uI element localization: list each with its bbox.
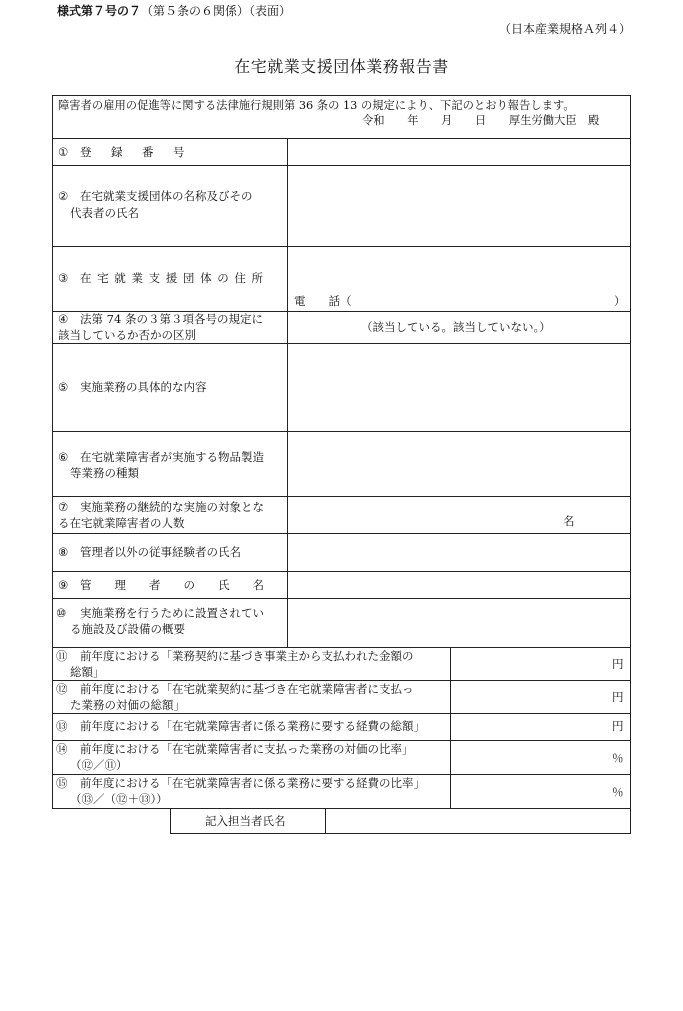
row-15-unit: ％ — [612, 785, 624, 799]
registration-number-field[interactable] — [287, 138, 631, 166]
row-14-label-line-1: 前年度における「在宅就業障害者に支払った業務の対価の比率」 — [80, 742, 414, 756]
total-expense-field[interactable] — [450, 713, 631, 741]
row-6-label-line-2: 等業務の種類 — [70, 466, 139, 480]
phone-label: 電 話（ — [294, 294, 352, 308]
row-13-unit: 円 — [612, 719, 624, 733]
phone-close-paren: ） — [614, 294, 626, 308]
recorder-label: 記入担当者氏名 — [205, 814, 286, 828]
row-10-label-line-2: る施設及び設備の概要 — [70, 622, 185, 636]
payment-ratio-field[interactable] — [450, 740, 631, 775]
row-8-number: ⑧ — [58, 545, 69, 559]
worker-count-unit: 名 — [563, 514, 575, 528]
form-number-bold: 様式第７号の７ — [57, 4, 142, 18]
row-6-number: ⑥ — [58, 450, 69, 464]
manager-name-field[interactable] — [287, 571, 631, 599]
row-7-number: ⑦ — [58, 500, 69, 514]
page-title: 在宅就業支援団体業務報告書 — [234, 57, 449, 76]
row-13-number: ⑬ — [56, 719, 68, 733]
total-received-field[interactable] — [450, 647, 631, 681]
row-12-label-line-2: た業務の対価の総額」 — [70, 698, 185, 712]
row-8-label: 管理者以外の従事経験者の氏名 — [80, 545, 241, 559]
business-content-field[interactable] — [287, 343, 631, 432]
row-11-label-line-2: 総額」 — [70, 665, 105, 679]
row-14-number: ⑭ — [56, 742, 68, 756]
row-4-label-line-1: 法第 74 条の３第３項各号の規定に — [80, 312, 263, 326]
intro-text: 障害者の雇用の促進等に関する法律施行規則第 36 条の 13 の規定により、下記のとおり報告します。 — [58, 99, 575, 112]
row-12-label-line-1: 前年度における「在宅就業契約に基づき在宅就業障害者に支払っ — [80, 682, 414, 696]
row-15-number: ⑮ — [56, 776, 68, 790]
paper-size-note: （日本産業規格Ａ列４） — [498, 22, 631, 36]
row-11-label-line-1: 前年度における「業務契約に基づき事業主から支払われた金額の — [80, 649, 414, 663]
row-14-unit: ％ — [612, 751, 624, 765]
intro-date-line: 令和 年 月 日 厚生労働大臣 殿 — [362, 114, 600, 127]
facilities-field[interactable] — [287, 598, 631, 648]
row-3-label: 在 宅 就 業 支 援 団 体 の 住 所 — [80, 271, 265, 285]
applicability-options: （該当している。該当していない。） — [361, 320, 551, 334]
row-9-label: 管 理 者 の 氏 名 — [80, 578, 264, 592]
expense-ratio-field[interactable] — [450, 774, 631, 809]
row-12-unit: 円 — [612, 690, 624, 704]
row-4-label-line-2: 該当しているか否かの区別 — [58, 328, 196, 342]
product-type-field[interactable] — [287, 431, 631, 497]
row-11-number: ⑪ — [56, 649, 68, 663]
row-1-label: 登 録 番 号 — [80, 145, 189, 159]
row-2-number: ② — [58, 189, 69, 203]
total-paid-field[interactable] — [450, 680, 631, 714]
row-7-label-line-2: る在宅就業障害者の人数 — [58, 516, 185, 530]
row-3-number: ③ — [58, 271, 69, 285]
worker-count-field[interactable] — [287, 496, 631, 534]
row-4-number: ④ — [58, 312, 69, 326]
form-reference: （第５条の６関係）（表面） — [141, 4, 292, 18]
row-5-label: 実施業務の具体的な内容 — [80, 380, 207, 394]
recorder-name-field[interactable] — [325, 808, 631, 834]
row-14-label-line-2: （⑫／⑪） — [70, 758, 128, 772]
row-6-label-line-1: 在宅就業障害者が実施する物品製造 — [80, 450, 264, 464]
row-15-label-line-2: （⑬／（⑫＋⑬）） — [70, 792, 168, 806]
row-5-number: ⑤ — [58, 380, 69, 394]
organization-name-field[interactable] — [287, 165, 631, 247]
row-2-label-line-2: 代表者の氏名 — [70, 206, 139, 220]
row-11-unit: 円 — [612, 657, 624, 671]
row-7-label-line-1: 実施業務の継続的な実施の対象とな — [80, 500, 264, 514]
row-2-label-line-1: 在宅就業支援団体の名称及びその — [80, 189, 253, 203]
row-15-label-line-1: 前年度における「在宅就業障害者に係る業務に要する経費の比率」 — [80, 776, 425, 790]
row-10-label-line-1: 実施業務を行うために設置されてい — [80, 606, 264, 620]
row-12-number: ⑫ — [56, 682, 68, 696]
row-10-number: ⑩ — [56, 606, 67, 620]
row-13-label: 前年度における「在宅就業障害者に係る業務に要する経費の総額」 — [80, 719, 425, 733]
experienced-staff-field[interactable] — [287, 533, 631, 572]
row-1-number: ① — [58, 145, 69, 159]
row-9-number: ⑨ — [58, 578, 69, 592]
